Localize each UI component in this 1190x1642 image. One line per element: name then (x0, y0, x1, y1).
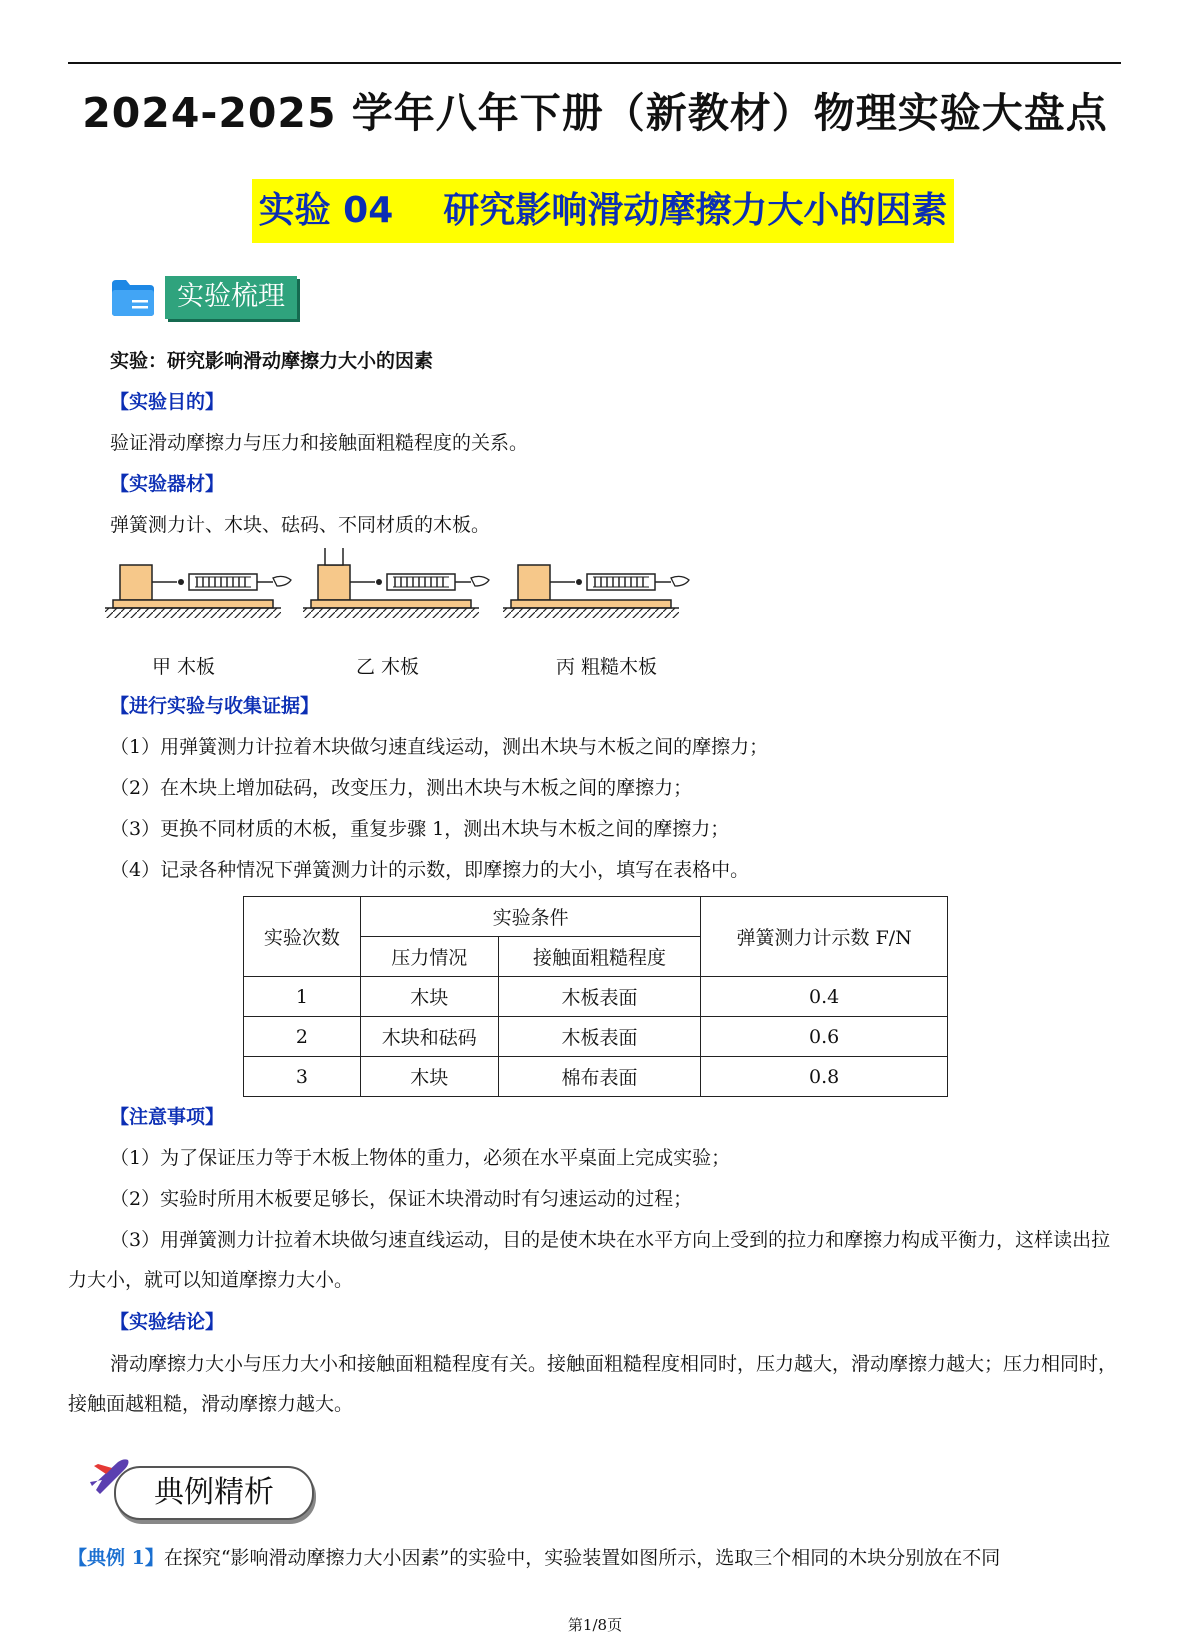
example-1-text: 在探究“影响滑动摩擦力大小因素”的实验中，实验装置如图所示，选取三个相同的木块分别放在不同 (163, 1547, 1001, 1569)
procedure-step: （2）在木块上增加砝码，改变压力，测出木块与木板之间的摩擦力； (110, 777, 693, 799)
setup-yi (303, 548, 489, 618)
note-item: （2）实验时所用木板要足够长，保证木块滑动时有匀速运动的过程； (110, 1188, 693, 1210)
procedure-heading: 【进行实验与收集证据】 (110, 695, 320, 717)
setup-jia (105, 565, 291, 618)
purpose-text: 验证滑动摩擦力与压力和接触面粗糙程度的关系。 (110, 432, 529, 454)
table-row (244, 977, 948, 1017)
cell-trial: 1 (244, 977, 361, 1017)
example-1-tag: 【典例 1】 (68, 1547, 164, 1569)
purpose-heading: 【实验目的】 (110, 391, 225, 413)
note-item: （3）用弹簧测力计拉着木块做匀速直线运动，目的是使木块在水平方向上受到的拉力和摩擦力构成平衡力，这样读出拉力大小，就可以知道摩擦力大小。 (68, 1229, 1111, 1291)
caption-bing: 丙 粗糙木板 (556, 656, 658, 678)
cell-surface: 木板表面 (498, 1017, 701, 1057)
header-conditions: 实验条件 (360, 897, 700, 937)
equipment-heading: 【实验器材】 (110, 473, 225, 495)
top-rule (68, 62, 1121, 64)
equipment-text: 弹簧测力计、木块、砝码、不同材质的木板。 (110, 514, 491, 536)
example-section-label: 典例精析 (114, 1466, 314, 1520)
cell-surface: 木板表面 (498, 977, 701, 1017)
cell-trial: 2 (244, 1017, 361, 1057)
setup-bing (503, 565, 689, 618)
cell-pressure: 木块 (360, 1057, 498, 1097)
cell-reading: 0.8 (701, 1057, 948, 1097)
results-table (243, 896, 948, 1097)
experiment-name: 实验：研究影响滑动摩擦力大小的因素 (110, 350, 434, 372)
page-number: 第1/8页 (567, 1616, 623, 1634)
cell-reading: 0.4 (701, 977, 948, 1017)
caption-jia: 甲 木板 (152, 656, 216, 678)
caption-yi: 乙 木板 (356, 656, 420, 678)
cell-pressure: 木块 (360, 977, 498, 1017)
procedure-step: （4）记录各种情况下弹簧测力计的示数，即摩擦力的大小，填写在表格中。 (110, 859, 750, 881)
header-trial: 实验次数 (244, 897, 361, 977)
apparatus-figure (105, 548, 705, 628)
note-item: （1）为了保证压力等于木板上物体的重力，必须在水平桌面上完成实验； (110, 1147, 731, 1169)
table-row (244, 1017, 948, 1057)
document-title: 2024-2025 学年八年下册（新教材）物理实验大盘点 (82, 89, 1108, 137)
header-surface: 接触面粗糙程度 (498, 937, 701, 977)
conclusion-heading: 【实验结论】 (110, 1311, 225, 1333)
cell-trial: 3 (244, 1057, 361, 1097)
header-reading: 弹簧测力计示数 F/N (701, 897, 948, 977)
procedure-step: （3）更换不同材质的木板，重复步骤 1，测出木块与木板之间的摩擦力； (110, 818, 730, 840)
folder-icon (110, 278, 156, 318)
section-tag: 实验梳理 (165, 276, 297, 319)
procedure-step: （1）用弹簧测力计拉着木块做匀速直线运动，测出木块与木板之间的摩擦力； (110, 736, 769, 758)
conclusion-text: 滑动摩擦力大小与压力大小和接触面粗糙程度有关。接触面粗糙程度相同时，压力越大，滑动摩擦力越大；压力相同时，接触面越粗糙，滑动摩擦力越大。 (68, 1353, 1118, 1415)
cell-reading: 0.6 (701, 1017, 948, 1057)
cell-pressure: 木块和砝码 (360, 1017, 498, 1057)
experiment-banner: 实验 04 研究影响滑动摩擦力大小的因素 (252, 179, 954, 243)
example-1 (68, 1545, 1000, 1571)
header-pressure: 压力情况 (360, 937, 498, 977)
cell-surface: 棉布表面 (498, 1057, 701, 1097)
notes-heading: 【注意事项】 (110, 1106, 225, 1128)
table-row (244, 1057, 948, 1097)
